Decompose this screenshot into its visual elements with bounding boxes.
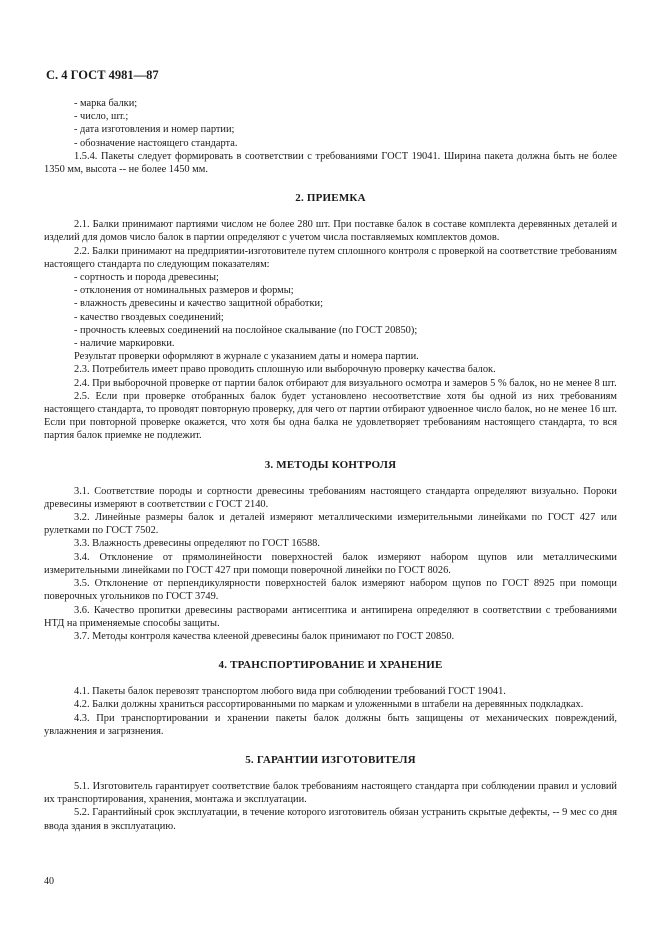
list-item: - дата изготовления и номер партии;: [74, 124, 235, 136]
list-item: - сортность и порода древесины;: [74, 272, 219, 284]
section-4-body: [44, 685, 617, 738]
section-3-title: 3. МЕТОДЫ КОНТРОЛЯ: [264, 458, 397, 471]
paragraph-2-4: 2.4. При выборочной проверке от партии балок отбирают для визуального осмотра и замеров 5 % балок, но не менее 8 шт.: [74, 377, 617, 389]
paragraph-4-3: 4.3. При транспортировании и хранении пакеты балок должны быть защищены от механических повреждений, увлажнения и загрязнения.: [44, 712, 617, 737]
paragraph-2-1: 2.1. Балки принимают партиями числом не более 280 шт. При поставке балок в составе комплекта деревянных деталей и изделий для домов число балок в партии определяют с учетом числа поставляемых комплектов домов.: [44, 219, 617, 244]
paragraph-3-2: 3.2. Линейные размеры балок и деталей измеряют металлическими измерительными линейками по ГОСТ 427 или рулетками по ГОСТ 7502.: [44, 512, 617, 537]
list-item: - обозначение настоящего стандарта.: [74, 137, 238, 149]
list-item: - наличие маркировки.: [74, 338, 175, 350]
list-item: - отклонения от номинальных размеров и формы;: [74, 285, 294, 297]
section-4-title: 4. ТРАНСПОРТИРОВАНИЕ И ХРАНЕНИЕ: [218, 659, 443, 672]
paragraph-3-3: 3.3. Влажность древесины определяют по ГОСТ 16588.: [74, 538, 320, 550]
paragraph-3-5: 3.5. Отклонение от перпендикулярности поверхностей балок измеряют набором щупов по ГОСТ 8925 при помощи поверочных угольников по ГОСТ 3749.: [44, 578, 617, 603]
list-item: - число, шт.;: [74, 111, 129, 123]
paragraph-3-1: 3.1. Соответствие породы и сортности древесины требованиям настоящего стандарта определяют визуально. Пороки древесины измеряют в соответствии с ГОСТ 2140.: [44, 485, 617, 510]
paragraph-4-2: 4.2. Балки должны храниться рассортированными по маркам и уложенными в штабели на деревянных подкладках.: [74, 699, 584, 711]
paragraph-5-1: 5.1. Изготовитель гарантирует соответствие балок требованиям настоящего стандарта при соблюдении правил и условий их транспортирования, хранения, монтажа и эксплуатации.: [44, 780, 617, 806]
paragraph-3-4: 3.4. Отклонение от прямолинейности поверхностей балок измеряют набором щупов или металлическими измерительными линейками по ГОСТ 427 при помощи поверочной линейки по ГОСТ 8026.: [44, 551, 617, 576]
paragraph-2-5: 2.5. Если при проверке отобранных балок будет установлено несоответствие хотя бы одной из них требованиям настоящего стандарта, то проводят повторную проверку, для чего от партии отбирают удвоенное число балок, но не менее 16 шт. Если при повторной проверке окажется, что хотя бы одна балка не удовлетворяет требованиям настоящего стандарта, то вся партия балок приемке не подлежит.: [44, 390, 617, 442]
section-2-title: 2. ПРИЕМКА: [295, 192, 366, 205]
section-2-body: [44, 218, 617, 442]
list-item: - марка балки;: [74, 98, 138, 109]
paragraph-2-3: 2.3. Потребитель имеет право проводить сплошную или выборочную проверку качества балок.: [74, 364, 496, 376]
paragraph-1-5-4: 1.5.4. Пакеты следует формировать в соответствии с требованиями ГОСТ 19041. Ширина пакета должна быть не более 1350 мм, высота -- не более 1450 мм.: [44, 150, 617, 176]
paragraph-3-6: 3.6. Качество пропитки древесины растворами антисептика и антипирена определяют в соответствии с требованиями НТД на применяемые способы защиты.: [44, 604, 617, 629]
list-item: - влажность древесины и качество защитной обработки;: [74, 298, 323, 310]
section-3-body: [44, 485, 617, 643]
paragraph-4-1: 4.1. Пакеты балок перевозят транспортом любого вида при соблюдении требований ГОСТ 19041.: [74, 686, 506, 698]
page-number: 40: [44, 876, 54, 887]
list-item: - прочность клеевых соединений на послойное скалывание (по ГОСТ 20850);: [74, 324, 418, 336]
paragraph-5-2: 5.2. Гарантийный срок эксплуатации, в течение которого изготовитель обязан устранить скрытые дефекты, -- 9 мес со дня ввода здания в эксплуатацию.: [44, 807, 617, 832]
list-item: - качество гвоздевых соединений;: [74, 311, 224, 323]
running-header: С. 4 ГОСТ 4981—87: [46, 68, 159, 82]
intro-block: [44, 97, 617, 176]
paragraph-2-2: 2.2. Балки принимают на предприятии-изготовителе путем сплошного контроля с проверкой на соответствие требованиям настоящего стандарта по следующим показателям:: [44, 245, 617, 270]
paragraph-3-7: 3.7. Методы контроля качества клееной древесины балок принимают по ГОСТ 20850.: [74, 630, 455, 642]
section-5-title: 5. ГАРАНТИИ ИЗГОТОВИТЕЛЯ: [245, 753, 416, 766]
section-5-body: [44, 780, 617, 833]
paragraph-result: Результат проверки оформляют в журнале с указанием даты и номера партии.: [74, 351, 419, 363]
